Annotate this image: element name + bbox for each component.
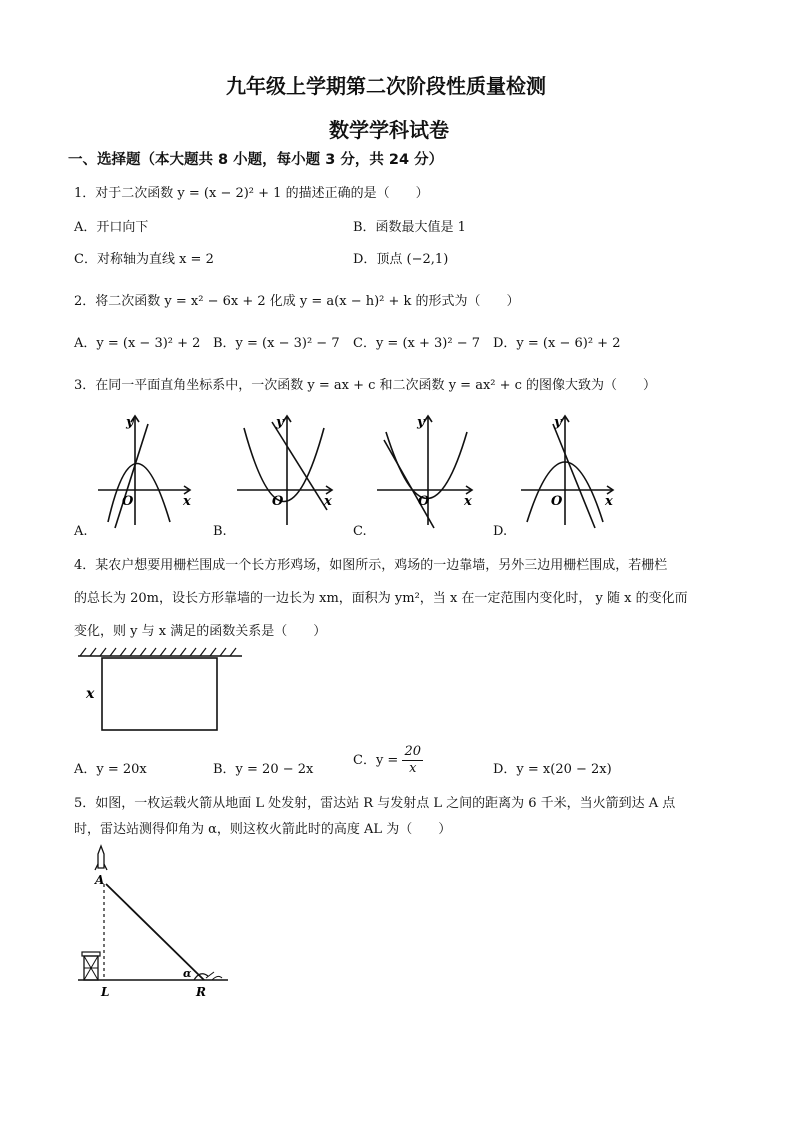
question-2-option-d[interactable]: D．y = (x − 6)² + 2 (493, 336, 621, 351)
rocket-radar-figure (76, 840, 246, 1000)
question-3-label-b[interactable]: B. (213, 524, 227, 539)
question-2-stem: 2．将二次函数 y = x² − 6x + 2 化成 y = a(x − h)² + k 的形式为（ ） (74, 294, 520, 309)
question-3-label-d[interactable]: D. (493, 524, 508, 539)
page-subtitle: 数学学科试卷 (329, 118, 449, 142)
question-4-option-d[interactable]: D．y = x(20 − 2x) (493, 762, 612, 777)
graph-d-y-label: y (554, 415, 562, 430)
question-2-option-b[interactable]: B．y = (x − 3)² − 7 (213, 336, 340, 351)
question-4-option-b[interactable]: B．y = 20 − 2x (213, 762, 314, 777)
question-4-line-3: 变化，则 y 与 x 满足的函数关系是（ ） (74, 624, 327, 639)
question-1-option-d[interactable]: D．顶点 (−2,1) (353, 252, 449, 267)
graph-b-x-label: x (324, 494, 332, 509)
fraction-denominator: x (409, 761, 417, 776)
graph-b-origin: O (272, 494, 284, 509)
question-1-option-a[interactable]: A．开口向下 (74, 220, 149, 235)
coop-side-label: x (86, 686, 95, 702)
question-3-label-a[interactable]: A. (74, 524, 88, 539)
graph-a-x-label: x (183, 494, 191, 509)
question-1-option-c[interactable]: C．对称轴为直线 x = 2 (74, 252, 214, 267)
point-l-label: L (101, 985, 110, 999)
question-4-option-a[interactable]: A．y = 20x (74, 762, 147, 777)
question-4-line-1: 4．某农户想要用栅栏围成一个长方形鸡场，如图所示，鸡场的一边靠墙，另外三边用栅栏围成，若栅栏 (74, 558, 668, 573)
graph-a-origin: O (122, 494, 134, 509)
point-r-label: R (196, 985, 206, 999)
graph-d-x-label: x (605, 494, 613, 509)
question-1-option-b[interactable]: B．函数最大值是 1 (353, 220, 466, 235)
option-c-fraction (402, 744, 423, 777)
fraction-numerator: 20 (404, 744, 422, 759)
question-2-option-c[interactable]: C．y = (x + 3)² − 7 (353, 336, 480, 351)
question-2-option-a[interactable]: A．y = (x − 3)² + 2 (74, 336, 201, 351)
graph-b[interactable] (232, 410, 342, 530)
graph-c-x-label: x (464, 494, 472, 509)
option-c-prefix: C．y = (353, 753, 399, 768)
angle-alpha-label: α (183, 967, 192, 980)
chicken-coop-figure (76, 646, 246, 736)
graph-a[interactable] (90, 410, 200, 530)
graph-b-y-label: y (276, 415, 284, 430)
graph-d-origin: O (551, 494, 563, 509)
graph-c[interactable] (372, 410, 482, 530)
graph-d[interactable] (513, 410, 623, 530)
page-title: 九年级上学期第二次阶段性质量检测 (226, 74, 546, 98)
point-a-label: A (95, 873, 105, 887)
graph-c-y-label: y (417, 415, 425, 430)
question-1-stem: 1．对于二次函数 y = (x − 2)² + 1 的描述正确的是（ ） (74, 186, 429, 201)
question-5-line-1: 5．如图，一枚运载火箭从地面 L 处发射，雷达站 R 与发射点 L 之间的距离为 6 千米，当火箭到达 A 点 (74, 796, 676, 811)
question-5-line-2: 时，雷达站测得仰角为 α，则这枚火箭此时的高度 AL 为（ ） (74, 822, 452, 837)
graph-c-origin: O (418, 494, 430, 509)
question-3-stem: 3．在同一平面直角坐标系中，一次函数 y = ax + c 和二次函数 y = ax² + c 的图像大致为（ ） (74, 378, 657, 393)
section-heading: 一、选择题（本大题共 8 小题，每小题 3 分，共 24 分） (68, 152, 444, 168)
question-3-label-c[interactable]: C. (353, 524, 367, 539)
graph-a-y-label: y (126, 415, 134, 430)
question-4-option-c[interactable] (353, 744, 423, 777)
question-4-line-2: 的总长为 20m，设长方形靠墙的一边长为 xm，面积为 ym²，当 x 在一定范围内变化时， y 随 x 的变化而 (74, 591, 688, 606)
